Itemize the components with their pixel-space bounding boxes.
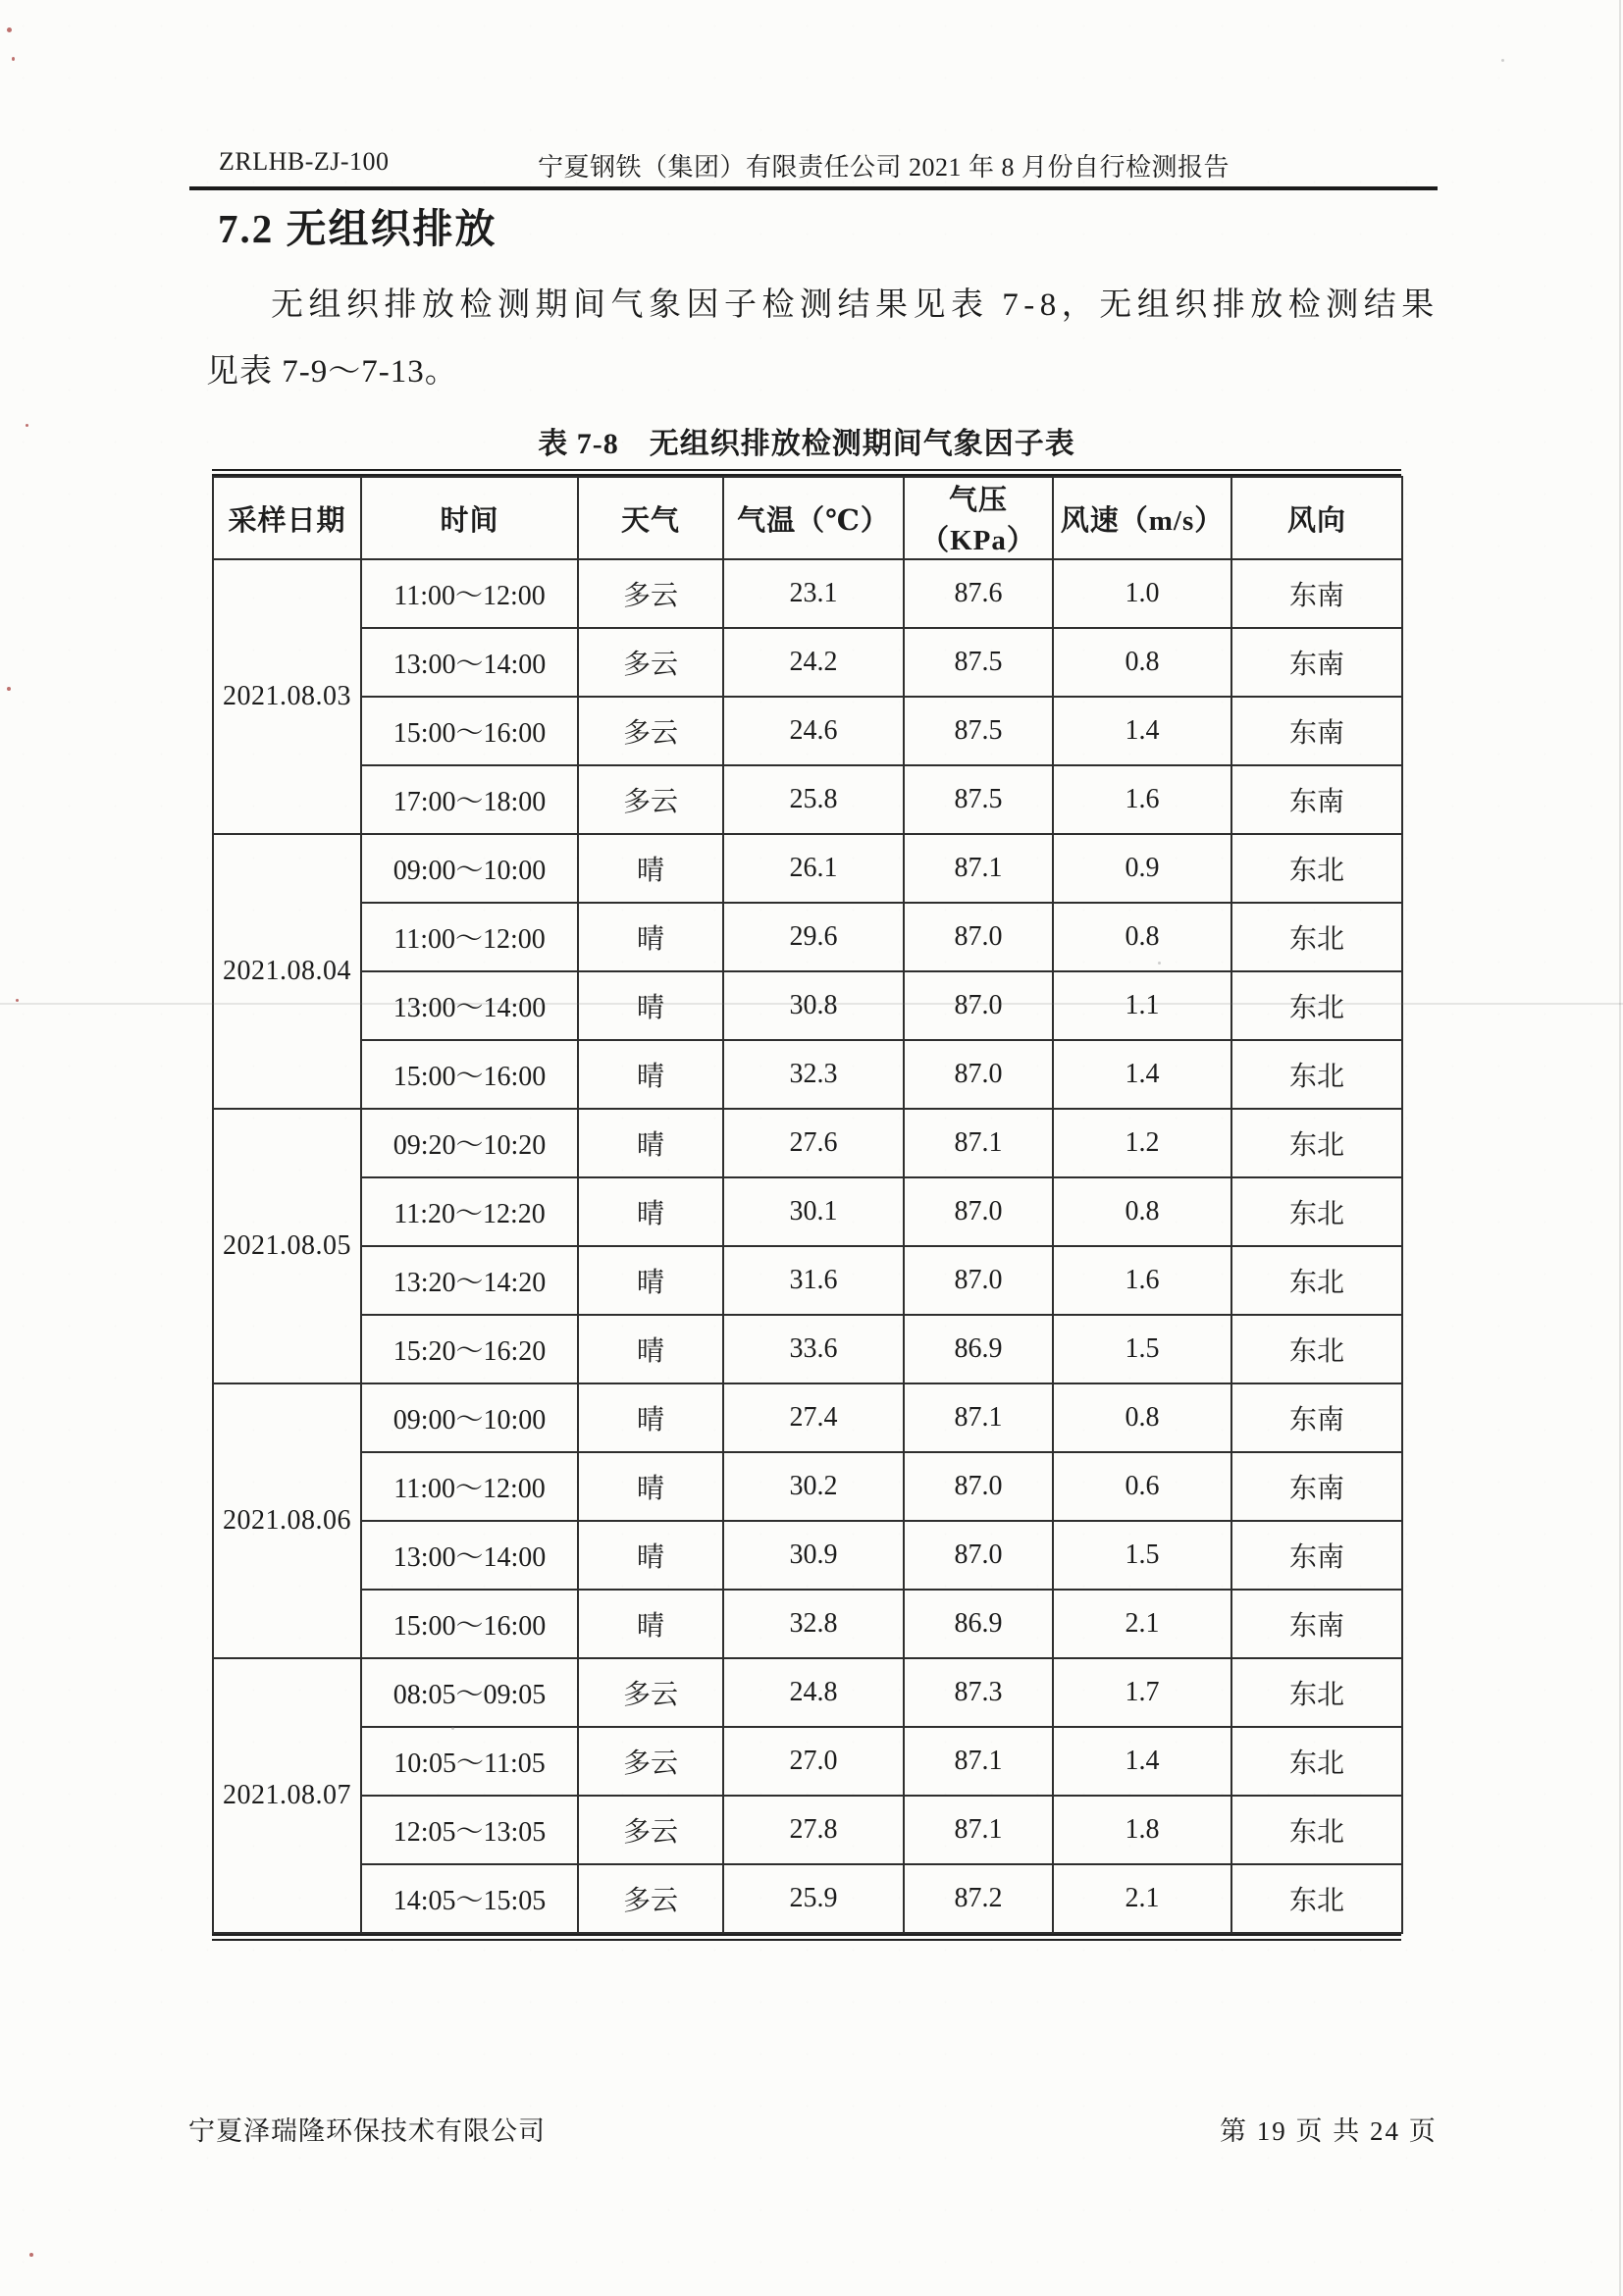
weather-cell: 晴 bbox=[578, 1452, 723, 1521]
wind-speed-cell: 0.8 bbox=[1053, 1177, 1231, 1246]
air-pressure-cell: 87.0 bbox=[904, 1452, 1053, 1521]
table-row bbox=[213, 903, 1402, 971]
air-pressure-cell: 87.1 bbox=[904, 1796, 1053, 1864]
air-temp-cell: 27.6 bbox=[723, 1109, 904, 1177]
table-row bbox=[213, 628, 1402, 697]
col-header-wind-direction: 风向 bbox=[1231, 477, 1402, 559]
wind-direction-cell: 东北 bbox=[1231, 1658, 1402, 1727]
table-row bbox=[213, 1109, 1402, 1177]
wind-speed-cell: 0.8 bbox=[1053, 628, 1231, 697]
paragraph-line-2: 见表 7-9～7-13。 bbox=[206, 354, 458, 390]
time-cell: 11:00～12:00 bbox=[361, 559, 578, 628]
air-temp-cell: 27.8 bbox=[723, 1796, 904, 1864]
wind-speed-cell: 1.1 bbox=[1053, 971, 1231, 1040]
time-cell: 09:00～10:00 bbox=[361, 1383, 578, 1452]
table-row bbox=[213, 1590, 1402, 1658]
air-pressure-cell: 86.9 bbox=[904, 1315, 1053, 1383]
wind-speed-cell: 1.5 bbox=[1053, 1521, 1231, 1590]
scan-artifact bbox=[1501, 59, 1504, 62]
table-header-row bbox=[213, 477, 1402, 559]
time-cell: 13:00～14:00 bbox=[361, 971, 578, 1040]
scan-artifact bbox=[1158, 962, 1161, 965]
header-rule bbox=[189, 186, 1438, 190]
weather-cell: 晴 bbox=[578, 834, 723, 903]
sample-date-cell: 2021.08.04 bbox=[213, 834, 361, 1109]
wind-direction-cell: 东北 bbox=[1231, 1864, 1402, 1933]
scan-fold-line bbox=[0, 1003, 1623, 1005]
footer-page-number: 第 19 页 共 24 页 bbox=[1220, 2116, 1438, 2146]
air-temp-cell: 31.6 bbox=[723, 1246, 904, 1315]
air-pressure-cell: 87.5 bbox=[904, 697, 1053, 765]
wind-speed-cell: 1.0 bbox=[1053, 559, 1231, 628]
weather-cell: 晴 bbox=[578, 971, 723, 1040]
wind-direction-cell: 东北 bbox=[1231, 1727, 1402, 1796]
weather-cell: 多云 bbox=[578, 1658, 723, 1727]
air-temp-cell: 32.3 bbox=[723, 1040, 904, 1109]
air-temp-cell: 24.2 bbox=[723, 628, 904, 697]
table-row bbox=[213, 1040, 1402, 1109]
air-pressure-cell: 87.6 bbox=[904, 559, 1053, 628]
wind-direction-cell: 东南 bbox=[1231, 765, 1402, 834]
wind-speed-cell: 0.8 bbox=[1053, 903, 1231, 971]
wind-speed-cell: 1.8 bbox=[1053, 1796, 1231, 1864]
sample-date-cell: 2021.08.05 bbox=[213, 1109, 361, 1383]
wind-direction-cell: 东南 bbox=[1231, 1590, 1402, 1658]
footer-company: 宁夏泽瑞隆环保技术有限公司 bbox=[188, 2116, 546, 2146]
wind-speed-cell: 2.1 bbox=[1053, 1864, 1231, 1933]
table-row bbox=[213, 697, 1402, 765]
table-caption: 表 7-8 无组织排放检测期间气象因子表 bbox=[538, 428, 1075, 460]
header-doc-title: 宁夏钢铁（集团）有限责任公司 2021 年 8 月份自行检测报告 bbox=[538, 153, 1230, 182]
air-temp-cell: 23.1 bbox=[723, 559, 904, 628]
time-cell: 15:00～16:00 bbox=[361, 1040, 578, 1109]
air-pressure-cell: 87.2 bbox=[904, 1864, 1053, 1933]
air-temp-cell: 26.1 bbox=[723, 834, 904, 903]
air-pressure-cell: 87.0 bbox=[904, 971, 1053, 1040]
scan-artifact bbox=[451, 1727, 454, 1730]
air-pressure-cell: 87.3 bbox=[904, 1658, 1053, 1727]
air-temp-cell: 30.8 bbox=[723, 971, 904, 1040]
weather-cell: 多云 bbox=[578, 1864, 723, 1933]
air-temp-cell: 27.0 bbox=[723, 1727, 904, 1796]
air-pressure-cell: 86.9 bbox=[904, 1590, 1053, 1658]
air-pressure-cell: 87.0 bbox=[904, 903, 1053, 971]
air-temp-cell: 25.9 bbox=[723, 1864, 904, 1933]
table-row bbox=[213, 1315, 1402, 1383]
air-temp-cell: 30.1 bbox=[723, 1177, 904, 1246]
paragraph-line-1: 无组织排放检测期间气象因子检测结果见表 7-8，无组织排放检测结果 bbox=[271, 287, 1440, 323]
scan-artifact bbox=[12, 57, 15, 61]
wind-direction-cell: 东北 bbox=[1231, 903, 1402, 971]
time-cell: 08:05～09:05 bbox=[361, 1658, 578, 1727]
scan-artifact bbox=[16, 999, 19, 1002]
air-temp-cell: 32.8 bbox=[723, 1590, 904, 1658]
weather-cell: 晴 bbox=[578, 1383, 723, 1452]
wind-speed-cell: 1.4 bbox=[1053, 1727, 1231, 1796]
weather-factor-table bbox=[212, 469, 1401, 1941]
air-temp-cell: 27.4 bbox=[723, 1383, 904, 1452]
wind-speed-cell: 1.4 bbox=[1053, 1040, 1231, 1109]
table-row bbox=[213, 1452, 1402, 1521]
air-pressure-cell: 87.1 bbox=[904, 1109, 1053, 1177]
air-temp-cell: 24.6 bbox=[723, 697, 904, 765]
scan-artifact bbox=[7, 687, 11, 691]
scan-artifact bbox=[7, 27, 12, 32]
col-header-time: 时间 bbox=[361, 477, 578, 559]
col-header-air-temperature: 气温（℃） bbox=[723, 477, 904, 559]
weather-cell: 晴 bbox=[578, 1040, 723, 1109]
wind-speed-cell: 0.8 bbox=[1053, 1383, 1231, 1452]
wind-direction-cell: 东南 bbox=[1231, 1521, 1402, 1590]
table-row bbox=[213, 971, 1402, 1040]
air-pressure-cell: 87.0 bbox=[904, 1246, 1053, 1315]
wind-direction-cell: 东南 bbox=[1231, 628, 1402, 697]
time-cell: 15:00～16:00 bbox=[361, 697, 578, 765]
wind-direction-cell: 东北 bbox=[1231, 1040, 1402, 1109]
weather-cell: 晴 bbox=[578, 1521, 723, 1590]
wind-direction-cell: 东南 bbox=[1231, 1383, 1402, 1452]
table-row bbox=[213, 1796, 1402, 1864]
time-cell: 10:05～11:05 bbox=[361, 1727, 578, 1796]
time-cell: 13:00～14:00 bbox=[361, 628, 578, 697]
air-temp-cell: 33.6 bbox=[723, 1315, 904, 1383]
wind-direction-cell: 东北 bbox=[1231, 834, 1402, 903]
table-row bbox=[213, 1383, 1402, 1452]
table-row bbox=[213, 1177, 1402, 1246]
air-pressure-cell: 87.5 bbox=[904, 765, 1053, 834]
wind-speed-cell: 1.4 bbox=[1053, 697, 1231, 765]
col-header-sample-date: 采样日期 bbox=[213, 477, 361, 559]
wind-speed-cell: 1.6 bbox=[1053, 765, 1231, 834]
air-temp-cell: 30.2 bbox=[723, 1452, 904, 1521]
time-cell: 17:00～18:00 bbox=[361, 765, 578, 834]
table-row bbox=[213, 834, 1402, 903]
time-cell: 12:05～13:05 bbox=[361, 1796, 578, 1864]
air-pressure-cell: 87.0 bbox=[904, 1040, 1053, 1109]
weather-cell: 晴 bbox=[578, 1246, 723, 1315]
sample-date-cell: 2021.08.06 bbox=[213, 1383, 361, 1658]
col-header-weather: 天气 bbox=[578, 477, 723, 559]
sample-date-cell: 2021.08.03 bbox=[213, 559, 361, 834]
wind-direction-cell: 东南 bbox=[1231, 559, 1402, 628]
weather-cell: 多云 bbox=[578, 697, 723, 765]
table-row bbox=[213, 1658, 1402, 1727]
weather-cell: 多云 bbox=[578, 765, 723, 834]
time-cell: 11:20～12:20 bbox=[361, 1177, 578, 1246]
air-temp-cell: 30.9 bbox=[723, 1521, 904, 1590]
time-cell: 15:20～16:20 bbox=[361, 1315, 578, 1383]
time-cell: 11:00～12:00 bbox=[361, 1452, 578, 1521]
wind-speed-cell: 2.1 bbox=[1053, 1590, 1231, 1658]
air-temp-cell: 25.8 bbox=[723, 765, 904, 834]
wind-speed-cell: 1.5 bbox=[1053, 1315, 1231, 1383]
weather-cell: 多云 bbox=[578, 559, 723, 628]
scan-artifact bbox=[29, 2253, 33, 2257]
header-doc-code: ZRLHB-ZJ-100 bbox=[219, 147, 390, 176]
col-header-air-pressure: 气压（KPa） bbox=[904, 477, 1053, 559]
wind-direction-cell: 东北 bbox=[1231, 1796, 1402, 1864]
wind-speed-cell: 1.2 bbox=[1053, 1109, 1231, 1177]
air-temp-cell: 29.6 bbox=[723, 903, 904, 971]
weather-cell: 晴 bbox=[578, 1109, 723, 1177]
time-cell: 11:00～12:00 bbox=[361, 903, 578, 971]
time-cell: 09:20～10:20 bbox=[361, 1109, 578, 1177]
weather-cell: 晴 bbox=[578, 903, 723, 971]
weather-cell: 多云 bbox=[578, 628, 723, 697]
wind-speed-cell: 0.6 bbox=[1053, 1452, 1231, 1521]
sample-date-cell: 2021.08.07 bbox=[213, 1658, 361, 1933]
air-pressure-cell: 87.5 bbox=[904, 628, 1053, 697]
time-cell: 13:00～14:00 bbox=[361, 1521, 578, 1590]
section-heading: 7.2 无组织排放 bbox=[218, 206, 497, 251]
time-cell: 15:00～16:00 bbox=[361, 1590, 578, 1658]
air-pressure-cell: 87.0 bbox=[904, 1521, 1053, 1590]
weather-cell: 晴 bbox=[578, 1590, 723, 1658]
wind-direction-cell: 东北 bbox=[1231, 971, 1402, 1040]
wind-direction-cell: 东南 bbox=[1231, 1452, 1402, 1521]
wind-direction-cell: 东北 bbox=[1231, 1109, 1402, 1177]
wind-direction-cell: 东南 bbox=[1231, 697, 1402, 765]
time-cell: 13:20～14:20 bbox=[361, 1246, 578, 1315]
weather-cell: 晴 bbox=[578, 1315, 723, 1383]
time-cell: 09:00～10:00 bbox=[361, 834, 578, 903]
weather-cell: 晴 bbox=[578, 1177, 723, 1246]
table-row bbox=[213, 1727, 1402, 1796]
wind-speed-cell: 1.7 bbox=[1053, 1658, 1231, 1727]
wind-speed-cell: 1.6 bbox=[1053, 1246, 1231, 1315]
air-temp-cell: 24.8 bbox=[723, 1658, 904, 1727]
col-header-wind-speed: 风速（m/s） bbox=[1053, 477, 1231, 559]
weather-cell: 多云 bbox=[578, 1796, 723, 1864]
wind-direction-cell: 东北 bbox=[1231, 1315, 1402, 1383]
scan-edge-shadow bbox=[1619, 0, 1621, 2296]
table-row bbox=[213, 1864, 1402, 1933]
weather-cell: 多云 bbox=[578, 1727, 723, 1796]
air-pressure-cell: 87.1 bbox=[904, 1727, 1053, 1796]
scan-artifact bbox=[26, 424, 28, 427]
table-row bbox=[213, 559, 1402, 628]
wind-speed-cell: 0.9 bbox=[1053, 834, 1231, 903]
table-row bbox=[213, 1246, 1402, 1315]
air-pressure-cell: 87.0 bbox=[904, 1177, 1053, 1246]
wind-direction-cell: 东北 bbox=[1231, 1246, 1402, 1315]
time-cell: 14:05～15:05 bbox=[361, 1864, 578, 1933]
air-pressure-cell: 87.1 bbox=[904, 1383, 1053, 1452]
wind-direction-cell: 东北 bbox=[1231, 1177, 1402, 1246]
table-row bbox=[213, 765, 1402, 834]
air-pressure-cell: 87.1 bbox=[904, 834, 1053, 903]
table-row bbox=[213, 1521, 1402, 1590]
